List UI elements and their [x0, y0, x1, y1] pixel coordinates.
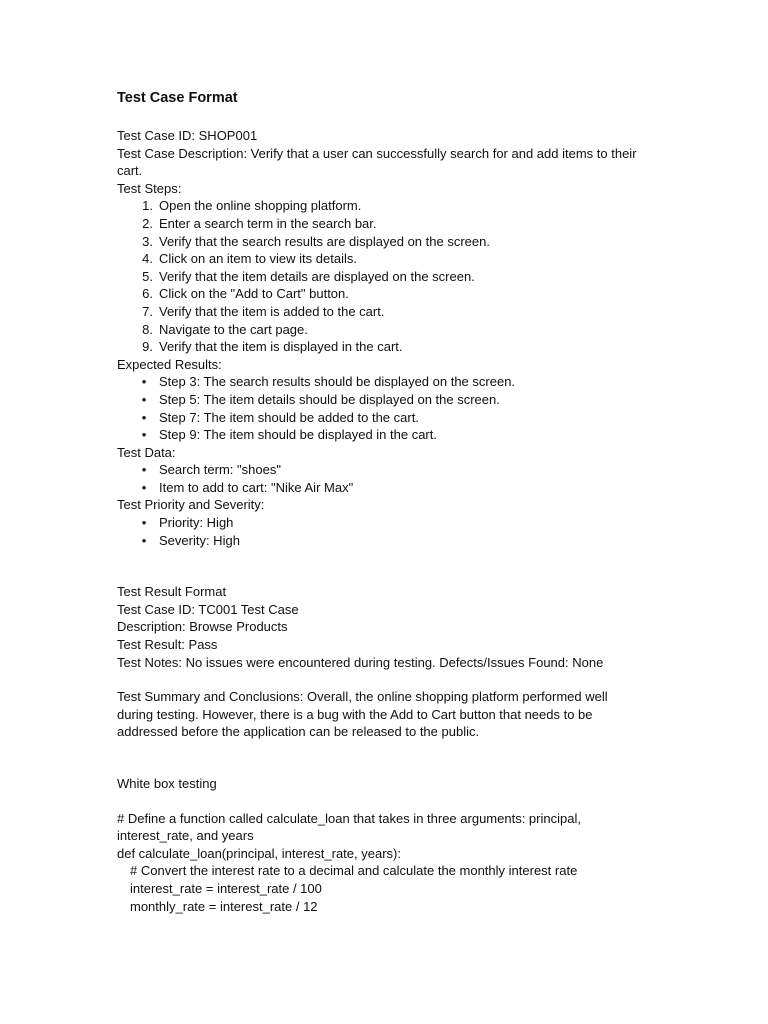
test-case-format-heading: Test Case Format — [117, 90, 238, 106]
list-item — [117, 338, 657, 356]
list-item — [117, 514, 657, 532]
list-item — [117, 373, 657, 391]
spacer — [117, 741, 657, 775]
summary-line: during testing. However, there is a bug with the Add to Cart button that needs to be — [117, 706, 593, 722]
list-item — [117, 285, 657, 303]
result-notes: Test Notes: No issues were encountered during testing. Defects/Issues Found: None — [117, 654, 604, 670]
spacer — [117, 671, 657, 688]
list-item — [117, 461, 657, 479]
test-case-description-cont: cart. — [117, 163, 143, 179]
step-text: Open the online shopping platform. — [159, 198, 362, 214]
spacer — [117, 549, 657, 583]
document-page — [117, 88, 657, 915]
summary-line: Test Summary and Conclusions: Overall, the online shopping platform performed well — [117, 689, 608, 705]
test-case-description: Test Case Description: Verify that a user can successfully search for and add items to their — [117, 145, 637, 161]
list-item — [117, 391, 657, 409]
test-data-text: Item to add to cart: "Nike Air Max" — [159, 479, 354, 495]
bullet-marker: • — [141, 479, 147, 495]
list-item — [117, 426, 657, 444]
list-item — [117, 532, 657, 550]
step-text: Click on an item to view its details. — [159, 251, 357, 267]
priority-severity-list — [117, 514, 657, 549]
step-text: Verify that the item is displayed in the cart. — [159, 339, 403, 355]
list-item — [117, 215, 657, 233]
step-number: 4. — [142, 251, 153, 267]
result-test-case-id: Test Case ID: TC001 Test Case — [117, 601, 299, 617]
priority-severity-label: Test Priority and Severity: — [117, 497, 265, 513]
bullet-marker: • — [141, 427, 147, 443]
white-box-heading: White box testing — [117, 776, 217, 791]
test-data-list — [117, 461, 657, 496]
list-item — [117, 303, 657, 321]
priority-text: Priority: High — [159, 515, 234, 531]
bullet-marker: • — [141, 391, 147, 407]
code-body-line: monthly_rate = interest_rate / 12 — [130, 898, 318, 914]
step-text: Verify that the item details are displayed on the screen. — [159, 268, 475, 284]
step-number: 1. — [142, 198, 153, 214]
expected-results-list — [117, 373, 657, 443]
test-data-label: Test Data: — [117, 444, 176, 460]
expected-text: Step 3: The search results should be displayed on the screen. — [159, 374, 516, 390]
bullet-marker: • — [141, 462, 147, 478]
step-number: 6. — [142, 286, 153, 302]
bullet-marker: • — [141, 515, 147, 531]
list-item — [117, 268, 657, 286]
list-item — [117, 321, 657, 339]
list-item — [117, 233, 657, 251]
step-number: 7. — [142, 303, 153, 319]
test-steps-list — [117, 197, 657, 355]
step-text: Verify that the item is added to the cart. — [159, 303, 385, 319]
code-body-line: interest_rate = interest_rate / 100 — [130, 880, 322, 896]
code-comment-line: interest_rate, and years — [117, 828, 254, 844]
step-number: 5. — [142, 268, 153, 284]
expected-text: Step 7: The item should be added to the cart. — [159, 409, 419, 425]
bullet-marker: • — [141, 532, 147, 548]
step-number: 2. — [142, 215, 153, 231]
step-number: 3. — [142, 233, 153, 249]
result-description: Description: Browse Products — [117, 619, 288, 635]
step-text: Click on the "Add to Cart" button. — [159, 286, 349, 302]
test-data-text: Search term: "shoes" — [159, 462, 281, 478]
list-item — [117, 197, 657, 215]
expected-text: Step 5: The item details should be displayed on the screen. — [159, 391, 500, 407]
step-text: Navigate to the cart page. — [159, 321, 308, 337]
step-number: 9. — [142, 339, 153, 355]
bullet-marker: • — [141, 409, 147, 425]
step-text: Verify that the search results are displayed on the screen. — [159, 233, 490, 249]
summary-line: addressed before the application can be released to the public. — [117, 724, 480, 740]
test-case-id: Test Case ID: SHOP001 — [117, 128, 258, 143]
step-text: Enter a search term in the search bar. — [159, 215, 377, 231]
expected-results-label: Expected Results: — [117, 356, 222, 372]
code-body-line: # Convert the interest rate to a decimal and calculate the monthly interest rate — [130, 863, 578, 879]
spacer — [117, 793, 657, 810]
test-steps-label: Test Steps: — [117, 180, 182, 196]
list-item — [117, 409, 657, 427]
code-def-line: def calculate_loan(principal, interest_rate, years): — [117, 845, 401, 861]
test-result-format-heading: Test Result Format — [117, 584, 227, 600]
severity-text: Severity: High — [159, 532, 240, 548]
code-comment-line: # Define a function called calculate_loan that takes in three arguments: principal, — [117, 810, 581, 826]
bullet-marker: • — [141, 374, 147, 390]
expected-text: Step 9: The item should be displayed in the cart. — [159, 427, 437, 443]
step-number: 8. — [142, 321, 153, 337]
list-item — [117, 250, 657, 268]
code-block — [117, 810, 657, 916]
list-item — [117, 479, 657, 497]
result-status: Test Result: Pass — [117, 637, 218, 653]
